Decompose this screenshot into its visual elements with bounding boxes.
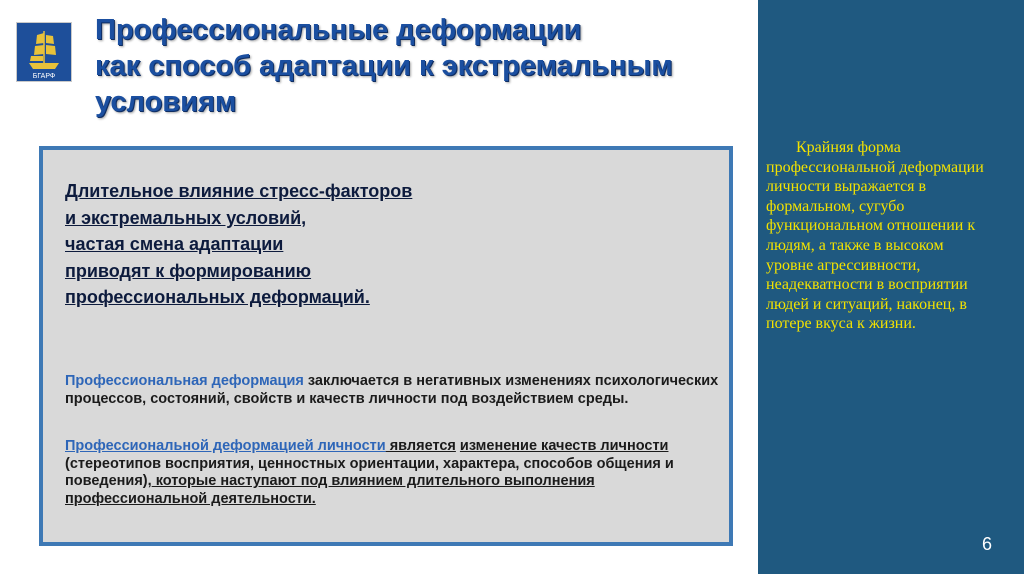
definition-tail-2: которые наступают под влиянием длительного выполнения профессиональной деятельности.: [65, 473, 595, 507]
sailing-ship-logo-icon: [17, 23, 71, 81]
lead-line-2: и экстремальных условий,: [65, 207, 307, 228]
lead-line-3: частая смена адаптации: [65, 234, 284, 255]
definition-subject-2: изменение качеств личности: [459, 438, 669, 454]
definition-verb-2: является: [385, 438, 456, 454]
lead-statement: [65, 178, 585, 311]
main-text-box: [39, 146, 733, 546]
page-title: [95, 12, 915, 120]
definition-text-1: заключается в негативных изменениях психологических процессов, состояний, свойств и качеств личности под воздействием среды.: [65, 373, 719, 407]
logo: [16, 22, 72, 82]
lead-line-1: Длительное влияние стресс-факторов: [65, 181, 413, 201]
term-highlight-1: Профессиональная деформация: [65, 373, 304, 389]
lead-line-5: профессиональных деформаций.: [65, 287, 370, 308]
page-number: 6: [982, 534, 993, 554]
definition-paragraph-2: [65, 438, 720, 508]
definition-parenthetical-2: (стереотипов восприятия, ценностных ориентации, характера, способов общения и поведения),: [65, 455, 674, 489]
term-highlight-2: Профессиональной деформацией личности: [65, 438, 386, 454]
title-line-3: условиям: [95, 86, 237, 118]
title-line-1: Профессиональные деформации: [95, 14, 582, 46]
logo-text: БГАРФ: [32, 73, 56, 80]
lead-line-4: приводят к формированию: [65, 260, 312, 281]
definition-paragraph-1: [65, 373, 720, 408]
side-panel-text: Крайняя форма профессиональной деформации личности выражается в формальном, сугубо функциональном отношении к людям, а также в высоком уровне агрессивности, неадекватности в восприятии людей и ситуаций, наконец, в потере вкуса к жизни.: [766, 139, 984, 333]
title-line-2: как способ адаптации к экстремальным: [95, 50, 673, 82]
